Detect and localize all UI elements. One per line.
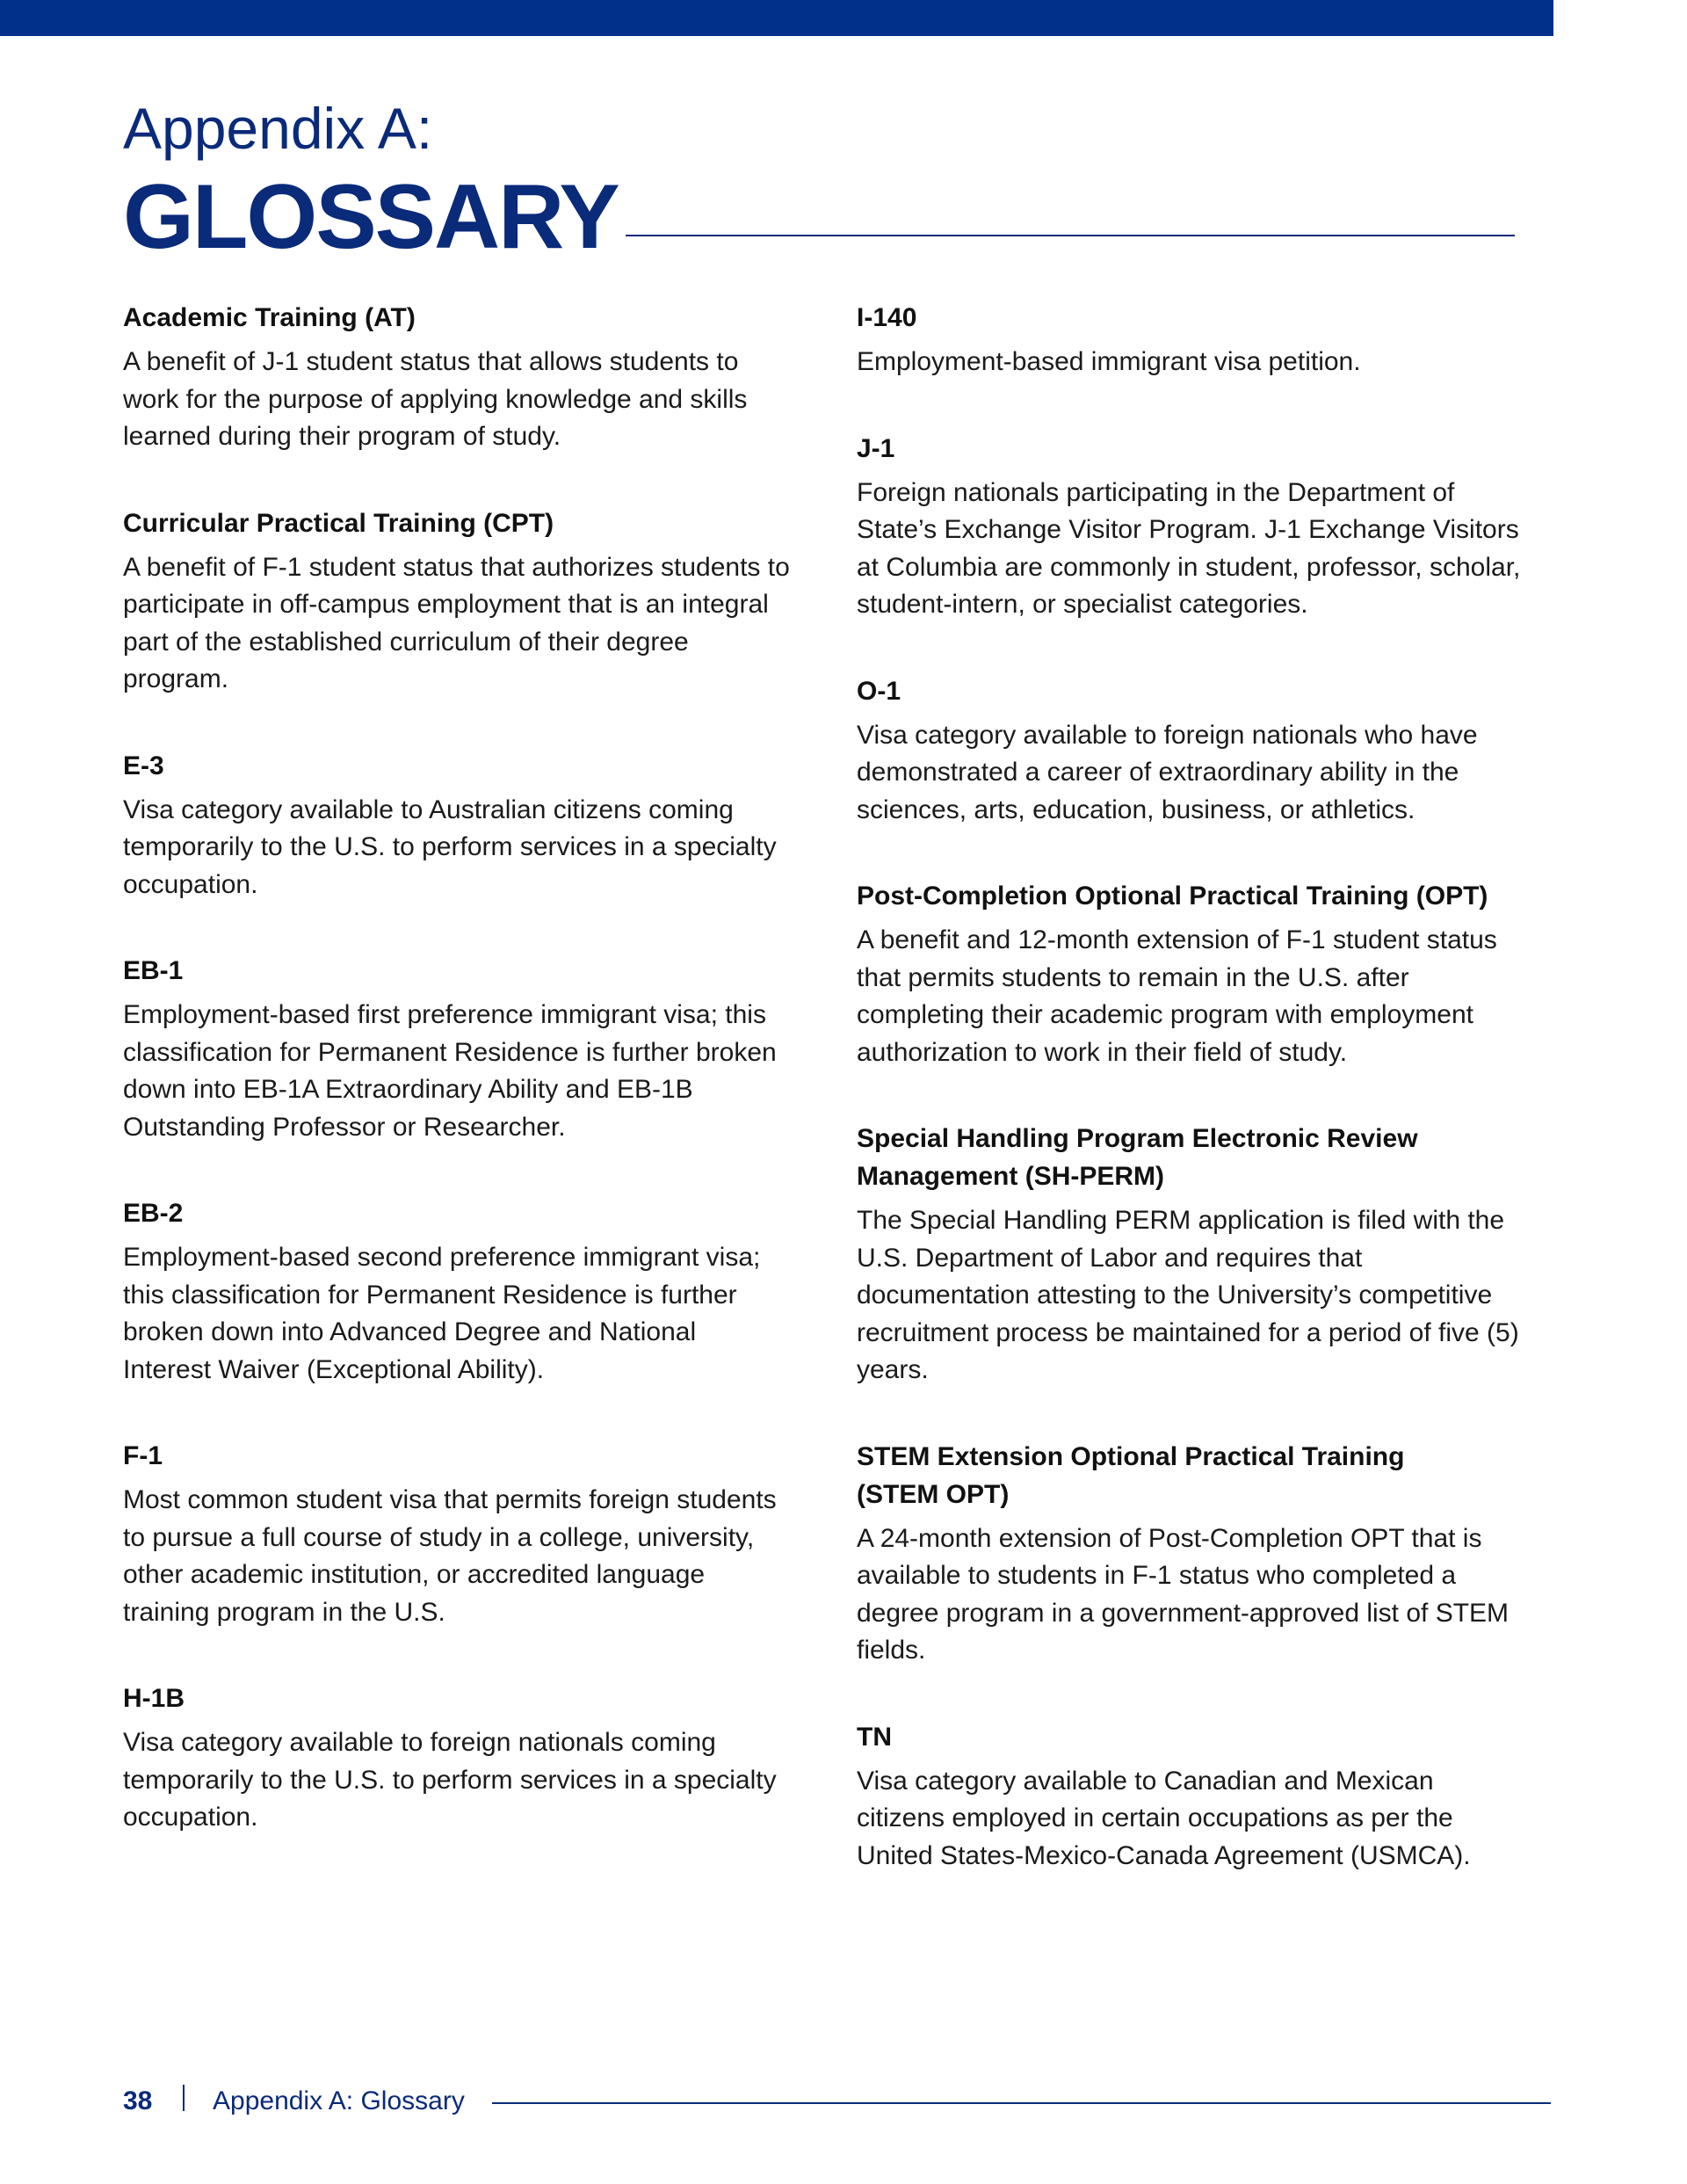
footer-section-label: Appendix A: Glossary — [213, 2086, 465, 2115]
glossary-definition: Visa category available to foreign nationals who have demonstrated a career of extraordinary ability in the sciences, arts, education, business, or athletics. — [857, 720, 1478, 824]
glossary-left-column — [123, 299, 791, 1837]
glossary-term: E-3 — [123, 751, 164, 780]
glossary-term: EB-2 — [123, 1199, 184, 1228]
glossary-entry — [123, 1437, 791, 1631]
glossary-definition: Employment-based first preference immigrant visa; this classification for Permanent Residence is further broken down into EB-1A Extraordinary Ability and EB-1B Outstanding Professor or Researcher. — [123, 1000, 777, 1142]
glossary-term: TN — [857, 1722, 892, 1752]
glossary-term: H-1B — [123, 1684, 185, 1713]
footer-rule — [492, 2102, 1551, 2104]
footer-divider — [183, 2085, 185, 2111]
glossary-definition: A benefit and 12-month extension of F-1 student status that permits students to remain in the U.S. after completing their academic program with employment authorization to work in their field of study. — [857, 925, 1497, 1067]
glossary-term: F-1 — [123, 1441, 163, 1470]
glossary-entry — [123, 1680, 791, 1837]
glossary-entry — [857, 430, 1524, 624]
glossary-definition: Foreign nationals participating in the Department of State’s Exchange Visitor Program. J-1 Exchange Visitors at Columbia are commonly in student, professor, scholar, student-intern, or specialist categories. — [857, 477, 1521, 619]
glossary-term: Curricular Practical Training (CPT) — [123, 508, 554, 538]
glossary-entry — [123, 952, 791, 1146]
appendix-label: Appendix A: — [123, 96, 433, 161]
glossary-entry — [857, 1120, 1524, 1389]
glossary-entry — [123, 747, 791, 904]
glossary-definition: Employment-based immigrant visa petition. — [857, 347, 1361, 376]
glossary-entry — [857, 1718, 1524, 1876]
glossary-definition: A benefit of J-1 student status that allows students to work for the purpose of applying knowledge and skills learned during their program of study. — [123, 347, 748, 451]
top-banner — [0, 0, 1553, 36]
glossary-term: Special Handling Program Electronic Review Management (SH-PERM) — [857, 1124, 1418, 1191]
glossary-entry — [857, 672, 1524, 830]
glossary-term: EB-1 — [123, 956, 184, 985]
glossary-term: O-1 — [857, 676, 901, 706]
glossary-term: Post-Completion Optional Practical Training (OPT) — [857, 882, 1488, 911]
glossary-definition: Most common student visa that permits foreign students to pursue a full course of study in a college, university, other academic institution, or accredited language training program in the U.S. — [123, 1485, 777, 1627]
glossary-entry — [123, 1194, 791, 1389]
glossary-entry — [123, 504, 791, 699]
title-divider — [626, 235, 1515, 236]
glossary-entry — [123, 299, 791, 456]
glossary-term: J-1 — [857, 433, 895, 463]
glossary-definition: Visa category available to Canadian and Mexican citizens employed in certain occupations as per the United States-Mexico-Canada Agreement (USMCA). — [857, 1766, 1471, 1870]
glossary-entry — [857, 1438, 1524, 1670]
page-number: 38 — [123, 2086, 153, 2115]
glossary-definition: A benefit of F-1 student status that authorizes students to participate in off-campus employment that is an integral part of the established curriculum of their degree program. — [123, 552, 790, 693]
glossary-definition: Employment-based second preference immigrant visa; this classification for Permanent Residence is further broken down into Advanced Degree and National Interest Waiver (Exceptional Ability). — [123, 1243, 761, 1384]
glossary-term: Academic Training (AT) — [123, 303, 416, 332]
glossary-definition: The Special Handling PERM application is filed with the U.S. Department of Labor and requires that documentation attesting to the University’s competitive recruitment process be maintained for a period of five (5) years. — [857, 1206, 1519, 1384]
glossary-term: STEM Extension Optional Practical Training (STEM OPT) — [857, 1441, 1405, 1509]
glossary-entry — [857, 299, 1524, 381]
glossary-entry — [857, 877, 1524, 1071]
glossary-definition: Visa category available to Australian citizens coming temporarily to the U.S. to perform services in a specialty occupation. — [123, 795, 777, 899]
page-title: GLOSSARY — [123, 166, 619, 268]
glossary-definition: A 24-month extension of Post-Completion OPT that is available to students in F-1 status who completed a degree program in a government-approved list of STEM fields. — [857, 1523, 1510, 1665]
glossary-definition: Visa category available to foreign nationals coming temporarily to the U.S. to perform services in a specialty occupation. — [123, 1728, 777, 1832]
glossary-right-column — [857, 299, 1524, 1875]
glossary-term: I-140 — [857, 303, 917, 332]
